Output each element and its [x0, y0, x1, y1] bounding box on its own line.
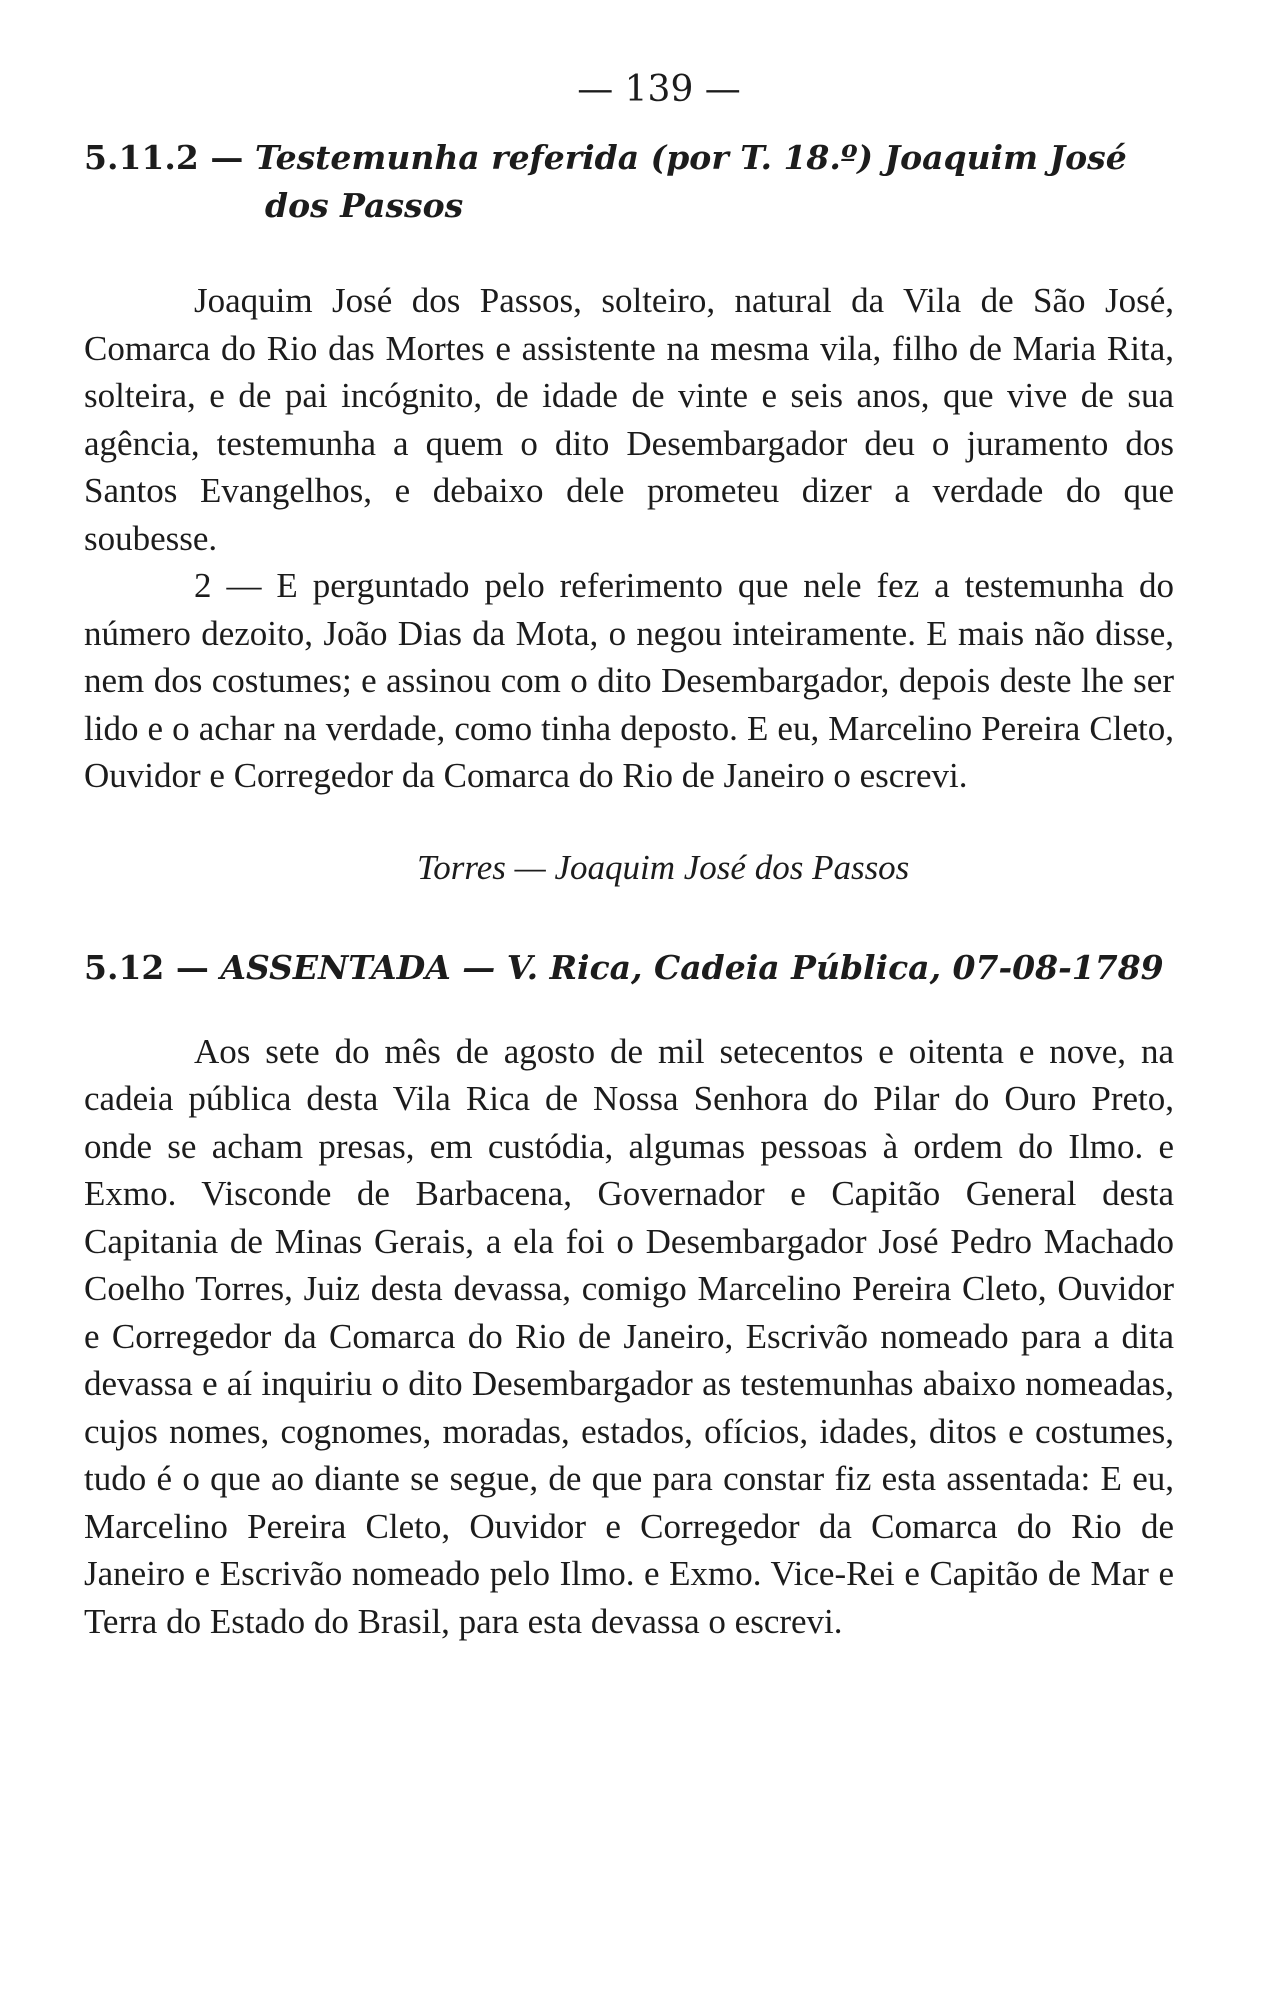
- section-title-line2: dos Passos: [265, 186, 464, 225]
- paragraph-assentada: Aos sete do mês de agosto de mil setecentos e oitenta e nove, na cadeia pública desta Vila Rica de Nossa Senhora do Pilar do Ouro Preto, onde se acham presas, em custódia, algumas pessoas à ordem do Ilmo. e Exmo. Visconde de Barbacena, Governador e Capitão General desta Capitania de Minas Gerais, a ela foi o Desembargador José Pedro Machado Coelho Torres, Juiz desta devassa, comigo Marcelino Pereira Cleto, Ouvidor e Corregedor da Comarca do Rio de Janeiro, Escrivão nomeado para a dita devassa e aí inquiriu o dito Desembargador as testemunhas abaixo nomeadas, cujos nomes, cognomes, moradas, estados, ofícios, idades, ditos e costumes, tudo é o que ao diante se segue, de que para constar fiz esta assentada: E eu, Marcelino Pereira Cleto, Ouvidor e Corregedor da Comarca do Rio de Janeiro e Escrivão nomeado pelo Ilmo. e Exmo. Vice-Rei e Capitão de Mar e Terra do Estado do Brasil, para esta devassa o escrevi.: [84, 1031, 1174, 1641]
- page-number: — 139 —: [577, 69, 741, 110]
- section-heading-5-11-2: [84, 134, 1174, 230]
- section-number: 5.11.2: [84, 138, 199, 177]
- section-number: 5.12: [84, 947, 165, 987]
- paragraph-question-2: 2 — E perguntado pelo referimento que nele fez a testemunha do número dezoito, João Dias da Mota, o negou inteiramente. E mais não disse, nem dos costumes; e assinou com o dito Desembargador, depois deste lhe ser lido e o achar na verdade, como tinha deposto. E eu, Marcelino Pereira Cleto, Ouvidor e Corregedor da Comarca do Rio de Janeiro o escrevi.: [84, 566, 1174, 795]
- document-page: [84, 52, 1174, 1645]
- paragraph-testimony: Joaquim José dos Passos, solteiro, natural da Vila de São José, Comarca do Rio das Mortes e assistente na mesma vila, filho de Maria Rita, solteira, e de pai incógnito, de idade de vinte e seis anos, que vive de sua agência, testemunha a quem o dito Desembargador deu o juramento dos Santos Evangelhos, e debaixo dele prometeu dizer a verdade do que soubesse.: [84, 281, 1174, 558]
- section-dash: —: [175, 947, 209, 987]
- section-heading-5-12: [84, 944, 1174, 992]
- section-title: ASSENTADA — V. Rica, Cadeia Pública, 07-08-1789: [220, 947, 1164, 987]
- section-title-line1: Testemunha referida (por T. 18.º) Joaquim José: [254, 138, 1127, 177]
- signature-line: Torres — Joaquim José dos Passos: [417, 847, 910, 887]
- section-dash: —: [210, 138, 244, 177]
